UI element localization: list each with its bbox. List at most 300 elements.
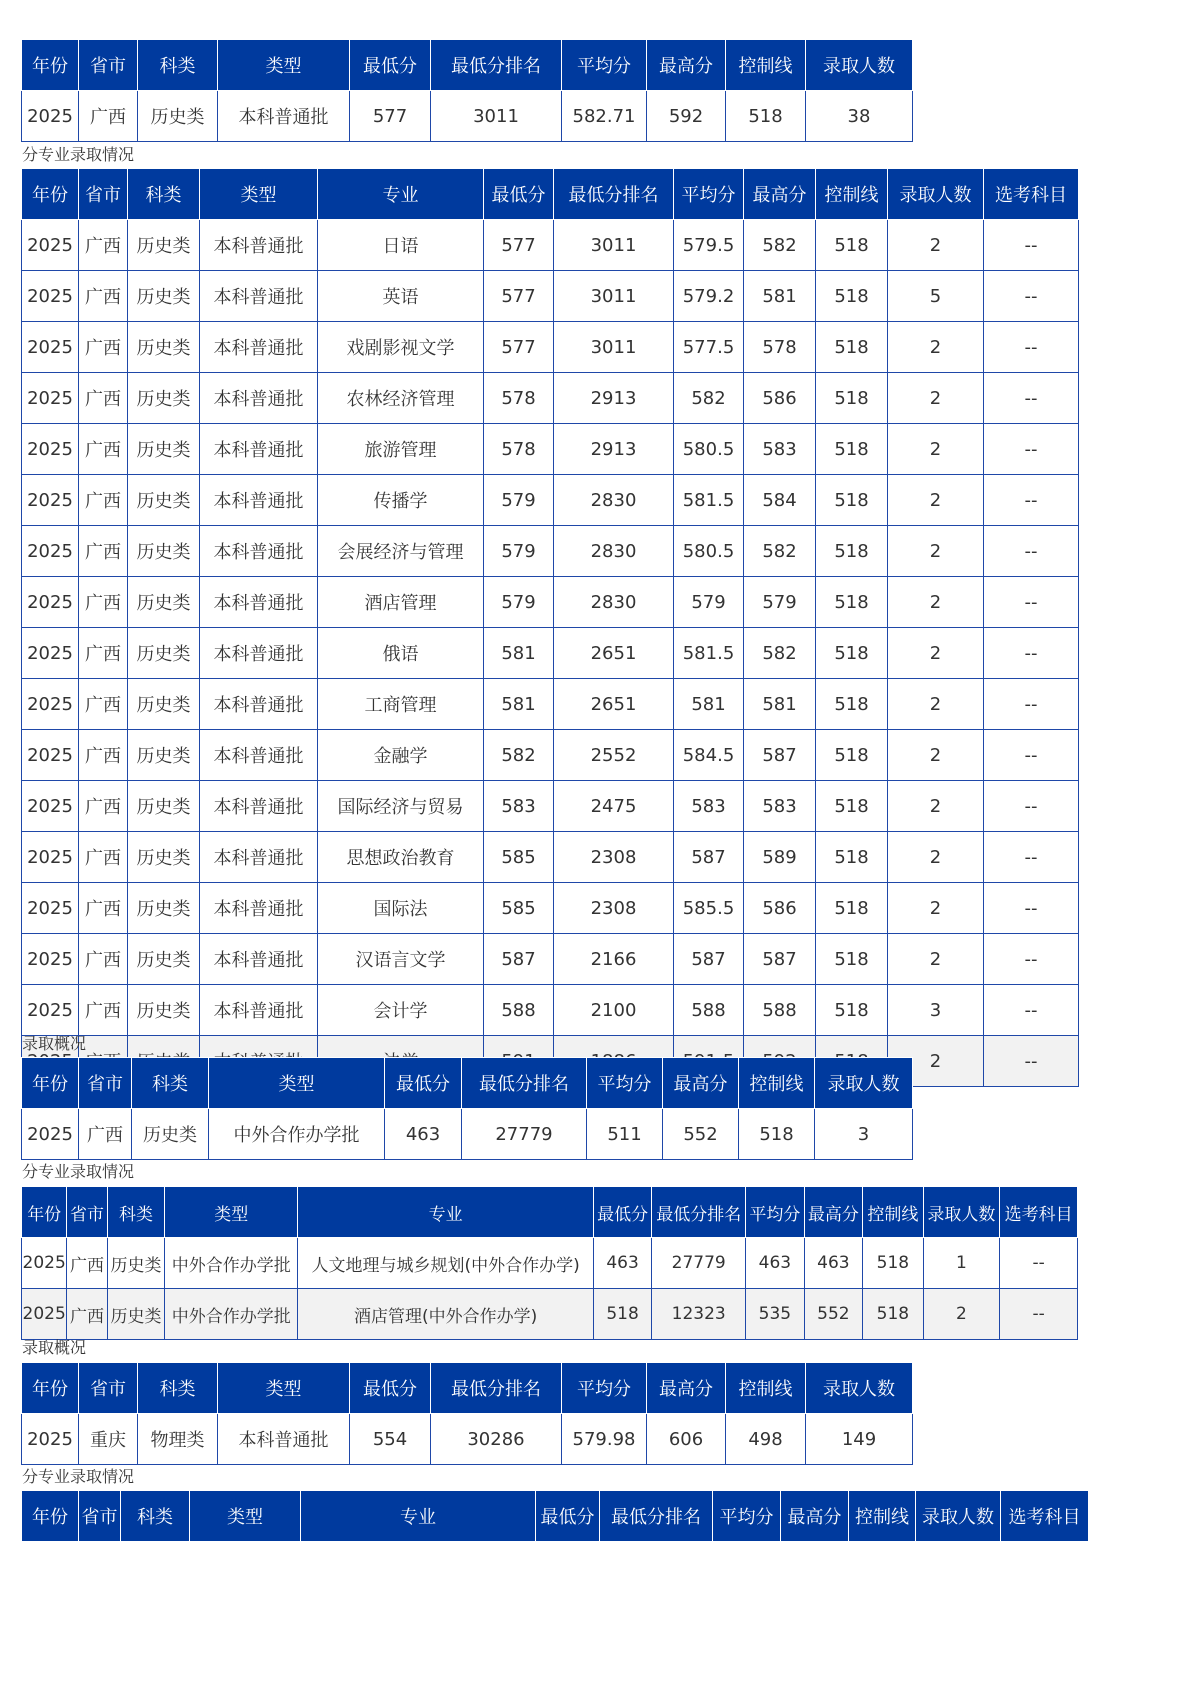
column-header: 平均分 [674, 169, 744, 220]
table-cell: -- [1000, 1289, 1078, 1340]
admission-summary-table [21, 1057, 913, 1160]
table-cell: 2025 [22, 475, 79, 526]
table-cell: 577.5 [674, 322, 744, 373]
table-cell: 中外合作办学批 [209, 1109, 385, 1160]
table-cell: 历史类 [128, 322, 200, 373]
table-cell: 579.98 [562, 1414, 647, 1465]
table-cell: -- [984, 322, 1079, 373]
table-cell: 579 [484, 577, 554, 628]
table-cell: 5 [888, 271, 984, 322]
table-cell: 2025 [22, 424, 79, 475]
table-cell: 579 [484, 526, 554, 577]
table-cell: 2830 [554, 526, 674, 577]
table-cell: 2025 [22, 985, 79, 1036]
table-cell: 518 [816, 934, 888, 985]
column-header: 最高分 [663, 1058, 739, 1109]
table-cell: 本科普通批 [200, 475, 318, 526]
table-cell: 本科普通批 [200, 985, 318, 1036]
table-cell: 国际经济与贸易 [318, 781, 484, 832]
table-cell: 历史类 [128, 628, 200, 679]
table-cell: 584 [744, 475, 816, 526]
table-cell: 582 [744, 628, 816, 679]
table-cell: 日语 [318, 220, 484, 271]
column-header: 最低分排名 [652, 1187, 746, 1238]
table-cell: 511 [587, 1109, 663, 1160]
table-header-row [22, 1491, 1089, 1542]
table-cell: 2 [888, 883, 984, 934]
table-cell: 3011 [431, 91, 562, 142]
table-cell: 会计学 [318, 985, 484, 1036]
table-cell: 会展经济与管理 [318, 526, 484, 577]
table-cell: 518 [816, 679, 888, 730]
table-cell: 518 [816, 832, 888, 883]
table-cell: 578 [744, 322, 816, 373]
column-header: 类型 [200, 169, 318, 220]
column-header: 最高分 [744, 169, 816, 220]
column-header: 科类 [121, 1491, 190, 1542]
table-cell: 582 [744, 526, 816, 577]
column-header: 年份 [22, 40, 79, 91]
column-header: 专业 [298, 1187, 594, 1238]
table-row [22, 577, 1079, 628]
table-cell: 38 [806, 91, 913, 142]
table-cell: 2552 [554, 730, 674, 781]
table-cell: 585.5 [674, 883, 744, 934]
column-header: 最低分排名 [554, 169, 674, 220]
table-row [22, 883, 1079, 934]
table-cell: 581.5 [674, 475, 744, 526]
column-header: 最低分 [350, 1363, 431, 1414]
table-cell: 518 [816, 322, 888, 373]
table-cell: -- [984, 373, 1079, 424]
table-cell: 广西 [79, 781, 128, 832]
column-header: 控制线 [726, 1363, 806, 1414]
table-cell: 579.2 [674, 271, 744, 322]
table-row [22, 1238, 1078, 1289]
table-cell: 本科普通批 [200, 934, 318, 985]
table-cell: 历史类 [128, 985, 200, 1036]
table-cell: 2025 [22, 91, 79, 142]
column-header: 选考科目 [984, 169, 1079, 220]
table-cell: 518 [726, 91, 806, 142]
table-cell: 578 [484, 373, 554, 424]
table-cell: 本科普通批 [200, 832, 318, 883]
table-cell: 535 [746, 1289, 804, 1340]
table-cell: 579 [674, 577, 744, 628]
table-cell: 2166 [554, 934, 674, 985]
column-header: 最低分排名 [600, 1491, 713, 1542]
table-cell: 577 [484, 220, 554, 271]
table-cell: 广西 [79, 730, 128, 781]
table-cell: 2025 [22, 730, 79, 781]
column-header: 最低分 [385, 1058, 462, 1109]
table-cell: 2025 [22, 679, 79, 730]
table-cell: 物理类 [138, 1414, 218, 1465]
table-cell: 2 [888, 781, 984, 832]
column-header: 控制线 [849, 1491, 916, 1542]
table-cell: 577 [484, 271, 554, 322]
table-cell: 2913 [554, 424, 674, 475]
column-header: 录取人数 [923, 1187, 1000, 1238]
table-cell: 2025 [22, 1109, 79, 1160]
section-caption-overview: 录取概况 [22, 1338, 87, 1357]
table-cell: 本科普通批 [200, 220, 318, 271]
table-cell: 2 [923, 1289, 1000, 1340]
table-cell: 2475 [554, 781, 674, 832]
table-cell: 2025 [22, 628, 79, 679]
table-row [22, 1109, 913, 1160]
table-cell: 本科普通批 [200, 628, 318, 679]
column-header: 最低分排名 [462, 1058, 587, 1109]
column-header: 最高分 [804, 1187, 862, 1238]
table-cell: 587 [484, 934, 554, 985]
table-cell: 579 [484, 475, 554, 526]
column-header: 专业 [301, 1491, 536, 1542]
table-cell: 历史类 [138, 91, 218, 142]
table-cell: 584.5 [674, 730, 744, 781]
table-cell: 2025 [22, 934, 79, 985]
table-cell: 2 [888, 577, 984, 628]
table-cell: 1 [923, 1238, 1000, 1289]
table-cell: -- [984, 1036, 1079, 1087]
table-cell: 2830 [554, 577, 674, 628]
table-row [22, 934, 1079, 985]
table-cell: 历史类 [128, 373, 200, 424]
table-cell: -- [984, 832, 1079, 883]
table-cell: 本科普通批 [200, 577, 318, 628]
table-cell: -- [984, 628, 1079, 679]
table-cell: 463 [746, 1238, 804, 1289]
table-cell: 重庆 [79, 1414, 138, 1465]
table-cell: -- [1000, 1238, 1078, 1289]
column-header: 平均分 [562, 1363, 647, 1414]
table-cell: 3011 [554, 322, 674, 373]
table-cell: 518 [816, 883, 888, 934]
table-row [22, 781, 1079, 832]
table-cell: 英语 [318, 271, 484, 322]
table-row [22, 424, 1079, 475]
table-cell: 2 [888, 475, 984, 526]
table-cell: 583 [674, 781, 744, 832]
table-cell: 本科普通批 [200, 322, 318, 373]
column-header: 平均分 [713, 1491, 781, 1542]
column-header: 选考科目 [1000, 1187, 1078, 1238]
table-cell: 582 [674, 373, 744, 424]
column-header: 录取人数 [806, 40, 913, 91]
table-cell: 历史类 [128, 730, 200, 781]
section-caption-by-major: 分专业录取情况 [22, 145, 135, 164]
column-header: 省市 [79, 1491, 121, 1542]
table-cell: 2 [888, 1036, 984, 1087]
table-cell: 广西 [79, 475, 128, 526]
table-cell: 518 [816, 271, 888, 322]
table-cell: 588 [744, 985, 816, 1036]
table-cell: 2100 [554, 985, 674, 1036]
column-header: 类型 [218, 1363, 350, 1414]
table-cell: 2 [888, 220, 984, 271]
table-cell: 518 [816, 781, 888, 832]
table-cell: -- [984, 424, 1079, 475]
column-header: 控制线 [726, 40, 806, 91]
admission-summary-table [21, 39, 913, 142]
table-row [22, 679, 1079, 730]
table-cell: 2830 [554, 475, 674, 526]
table-cell: 580.5 [674, 424, 744, 475]
column-header: 科类 [128, 169, 200, 220]
table-cell: 587 [674, 832, 744, 883]
table-cell: 518 [863, 1289, 924, 1340]
table-cell: 588 [484, 985, 554, 1036]
table-cell: 587 [674, 934, 744, 985]
column-header: 最高分 [781, 1491, 849, 1542]
table-cell: 498 [726, 1414, 806, 1465]
table-cell: 本科普通批 [200, 730, 318, 781]
table-cell: 广西 [79, 424, 128, 475]
table-cell: 585 [484, 832, 554, 883]
table-cell: -- [984, 781, 1079, 832]
column-header: 平均分 [562, 40, 647, 91]
table-cell: 2308 [554, 832, 674, 883]
table-cell: 广西 [79, 322, 128, 373]
table-cell: 俄语 [318, 628, 484, 679]
table-cell: 汉语言文学 [318, 934, 484, 985]
table-cell: 3011 [554, 220, 674, 271]
table-cell: 2 [888, 934, 984, 985]
column-header: 省市 [79, 40, 138, 91]
table-row [22, 1414, 913, 1465]
table-cell: 518 [816, 424, 888, 475]
table-cell: 2308 [554, 883, 674, 934]
column-header: 控制线 [863, 1187, 924, 1238]
table-cell: 581 [674, 679, 744, 730]
table-cell: 人文地理与城乡规划(中外合作办学) [298, 1238, 594, 1289]
table-cell: -- [984, 679, 1079, 730]
table-cell: 592 [647, 91, 726, 142]
table-cell: 589 [744, 832, 816, 883]
table-cell: 历史类 [128, 271, 200, 322]
table-cell: 本科普通批 [200, 781, 318, 832]
table-cell: -- [984, 271, 1079, 322]
table-cell: 518 [816, 628, 888, 679]
table-cell: 463 [385, 1109, 462, 1160]
table-cell: 历史类 [107, 1238, 164, 1289]
table-cell: 583 [744, 424, 816, 475]
table-cell: 579 [744, 577, 816, 628]
column-header: 录取人数 [916, 1491, 1001, 1542]
table-row [22, 475, 1079, 526]
section-caption-overview: 录取概况 [22, 1034, 87, 1053]
table-cell: 518 [816, 475, 888, 526]
table-cell: 2 [888, 322, 984, 373]
table-cell: 2025 [22, 1238, 67, 1289]
table-cell: 583 [484, 781, 554, 832]
column-header: 年份 [22, 1058, 79, 1109]
table-cell: 广西 [79, 526, 128, 577]
table-cell: -- [984, 475, 1079, 526]
column-header: 控制线 [816, 169, 888, 220]
table-cell: 518 [863, 1238, 924, 1289]
table-cell: 农林经济管理 [318, 373, 484, 424]
table-cell: -- [984, 934, 1079, 985]
table-cell: 580.5 [674, 526, 744, 577]
table-cell: 587 [744, 730, 816, 781]
table-cell: 27779 [652, 1238, 746, 1289]
table-cell: 2 [888, 424, 984, 475]
table-cell: 2025 [22, 1414, 79, 1465]
table-header-row [22, 1187, 1078, 1238]
table-cell: 579.5 [674, 220, 744, 271]
table-cell: 581 [744, 679, 816, 730]
table-cell: -- [984, 526, 1079, 577]
table-cell: 2651 [554, 679, 674, 730]
table-cell: 577 [350, 91, 431, 142]
table-cell: 586 [744, 373, 816, 424]
column-header: 年份 [22, 1187, 67, 1238]
table-cell: 广西 [79, 832, 128, 883]
column-header: 类型 [165, 1187, 298, 1238]
table-cell: 583 [744, 781, 816, 832]
table-cell: 586 [744, 883, 816, 934]
column-header: 科类 [138, 40, 218, 91]
table-cell: 2 [888, 832, 984, 883]
table-cell: 27779 [462, 1109, 587, 1160]
table-cell: 554 [350, 1414, 431, 1465]
table-cell: 广西 [79, 373, 128, 424]
table-header-row [22, 40, 913, 91]
table-cell: 581 [484, 679, 554, 730]
major-admission-table [21, 1490, 1089, 1542]
column-header: 平均分 [587, 1058, 663, 1109]
column-header: 类型 [209, 1058, 385, 1109]
table-cell: 历史类 [128, 832, 200, 883]
table-cell: 广西 [79, 220, 128, 271]
admission-summary-table [21, 1362, 913, 1465]
table-cell: 518 [816, 985, 888, 1036]
table-cell: 历史类 [132, 1109, 209, 1160]
table-cell: 本科普通批 [200, 679, 318, 730]
table-cell: 578 [484, 424, 554, 475]
table-cell: 戏剧影视文学 [318, 322, 484, 373]
column-header: 最高分 [647, 1363, 726, 1414]
table-cell: 3011 [554, 271, 674, 322]
table-cell: 历史类 [128, 577, 200, 628]
table-cell: 广西 [67, 1238, 107, 1289]
table-cell: 工商管理 [318, 679, 484, 730]
table-row [22, 628, 1079, 679]
column-header: 省市 [79, 169, 128, 220]
table-cell: 2 [888, 526, 984, 577]
section-caption-by-major: 分专业录取情况 [22, 1467, 135, 1486]
table-cell: 金融学 [318, 730, 484, 781]
table-cell: 思想政治教育 [318, 832, 484, 883]
table-cell: 2 [888, 679, 984, 730]
table-row [22, 832, 1079, 883]
table-cell: 2025 [22, 526, 79, 577]
column-header: 平均分 [746, 1187, 804, 1238]
column-header: 录取人数 [806, 1363, 913, 1414]
table-row [22, 322, 1079, 373]
table-cell: 582.71 [562, 91, 647, 142]
table-cell: 历史类 [128, 781, 200, 832]
table-cell: 30286 [431, 1414, 562, 1465]
column-header: 省市 [79, 1363, 138, 1414]
table-cell: 2025 [22, 883, 79, 934]
table-cell: 广西 [79, 883, 128, 934]
table-cell: 518 [739, 1109, 815, 1160]
table-cell: 酒店管理 [318, 577, 484, 628]
table-cell: 历史类 [128, 883, 200, 934]
table-row [22, 271, 1079, 322]
table-cell: 传播学 [318, 475, 484, 526]
table-cell: 历史类 [128, 934, 200, 985]
table-cell: 577 [484, 322, 554, 373]
table-cell: 广西 [79, 934, 128, 985]
table-cell: 2 [888, 628, 984, 679]
column-header: 科类 [138, 1363, 218, 1414]
table-cell: 606 [647, 1414, 726, 1465]
table-cell: 广西 [79, 985, 128, 1036]
table-cell: 463 [804, 1238, 862, 1289]
column-header: 专业 [318, 169, 484, 220]
major-admission-table [21, 168, 1079, 1087]
column-header: 类型 [218, 40, 350, 91]
table-row [22, 373, 1079, 424]
table-cell: 历史类 [128, 526, 200, 577]
table-cell: 518 [816, 373, 888, 424]
table-cell: 国际法 [318, 883, 484, 934]
table-cell: -- [984, 985, 1079, 1036]
table-cell: 历史类 [128, 220, 200, 271]
major-admission-table [21, 1186, 1078, 1340]
table-cell: 广西 [79, 1109, 132, 1160]
table-cell: 本科普通批 [218, 91, 350, 142]
table-cell: 581 [744, 271, 816, 322]
table-header-row [22, 1363, 913, 1414]
table-cell: -- [984, 577, 1079, 628]
table-cell: 本科普通批 [200, 373, 318, 424]
table-cell: 518 [816, 577, 888, 628]
column-header: 科类 [107, 1187, 164, 1238]
table-header-row [22, 1058, 913, 1109]
column-header: 最低分 [484, 169, 554, 220]
table-cell: 广西 [79, 577, 128, 628]
table-cell: 2025 [22, 1289, 67, 1340]
table-cell: 587 [744, 934, 816, 985]
table-cell: 3 [888, 985, 984, 1036]
column-header: 最低分排名 [431, 1363, 562, 1414]
table-cell: 3 [815, 1109, 913, 1160]
column-header: 省市 [79, 1058, 132, 1109]
table-cell: 本科普通批 [218, 1414, 350, 1465]
table-cell: 552 [663, 1109, 739, 1160]
table-cell: 585 [484, 883, 554, 934]
table-cell: 518 [816, 220, 888, 271]
table-cell: 广西 [79, 628, 128, 679]
table-cell: 中外合作办学批 [165, 1238, 298, 1289]
table-cell: 518 [816, 730, 888, 781]
table-cell: 酒店管理(中外合作办学) [298, 1289, 594, 1340]
table-cell: 广西 [79, 679, 128, 730]
table-cell: 149 [806, 1414, 913, 1465]
table-row [22, 730, 1079, 781]
table-cell: -- [984, 220, 1079, 271]
table-cell: 518 [593, 1289, 651, 1340]
table-header-row [22, 169, 1079, 220]
table-cell: 中外合作办学批 [165, 1289, 298, 1340]
table-row [22, 985, 1079, 1036]
table-cell: -- [984, 730, 1079, 781]
table-cell: 历史类 [107, 1289, 164, 1340]
